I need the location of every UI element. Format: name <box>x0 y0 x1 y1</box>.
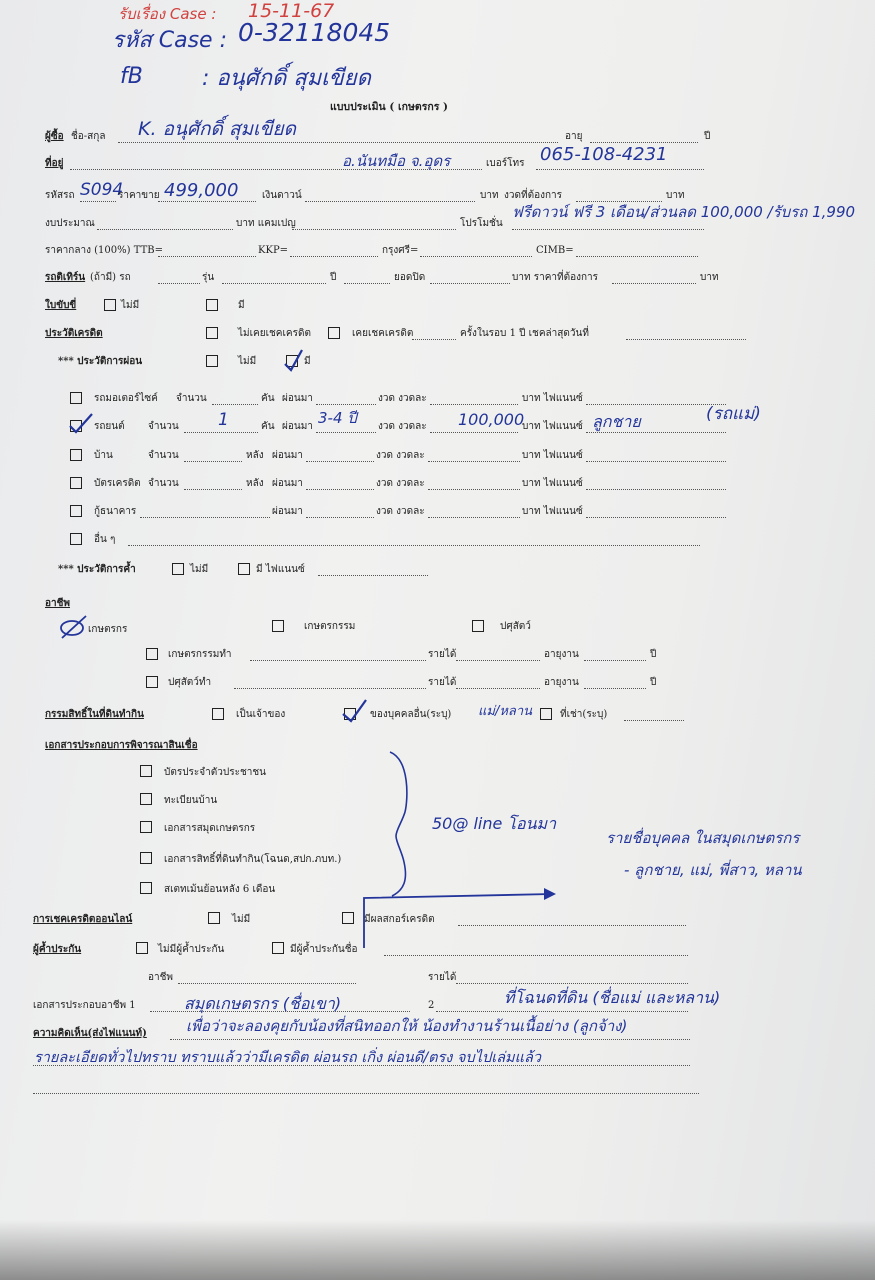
occ-livestock: ปศุสัตว์ <box>500 621 531 632</box>
moto-per-label: งวด งวดละ <box>378 393 427 404</box>
other-name: อื่น ๆ <box>94 534 116 545</box>
moto-unit: คัน <box>261 393 275 404</box>
opinion-line-1: เพื่อว่าจะลองคุยกับน้องที่สนิทออกให้ น้องทำงานร้านเนื้อย่าง (ลูกจ้าง) <box>186 1017 628 1035</box>
agri-year: ปี <box>650 649 657 660</box>
creditcard-unit: หลัง <box>246 478 264 489</box>
installment-history-label: *** ประวัติการผ่อน <box>58 356 143 367</box>
tradein-year: ปี <box>330 272 337 283</box>
name-label: ผู้ซื้อ <box>45 131 64 142</box>
land-owner: เป็นเจ้าของ <box>236 709 286 720</box>
bankloan-per-label: งวด งวดละ <box>376 506 425 517</box>
trade-yes: มี ไฟแนนซ์ <box>256 564 305 575</box>
agri-income: รายได้ <box>428 649 457 660</box>
phone-value: 065-108-4231 <box>540 144 668 165</box>
bankloan-name: กู้ธนาคาร <box>94 506 137 517</box>
tradein-sub: (ถ้ามี) รถ <box>90 272 131 283</box>
occ-farmer: เกษตรกร <box>88 624 128 635</box>
name-sub: ชื่อ-สกุล <box>71 131 106 142</box>
address-value: อ.นันทมือ จ.อุดร <box>342 152 451 170</box>
dococc-label-2: 2 <box>428 1000 435 1011</box>
promo-value: ฟรีดาวน์ ฟรี 3 เดือน/ส่วนลด 100,000 /รับรถ 1,990 <box>512 203 856 221</box>
doc-land: เอกสารสิทธิ์ที่ดินทำกิน(โฉนด,สปก.ภบท.) <box>164 854 342 865</box>
moto-count-label: จำนวน <box>176 393 207 404</box>
middle-price-label: ราคากลาง (100%) TTB= <box>45 245 163 256</box>
docs-note: 50@ line โอนมา <box>432 814 557 833</box>
guarantor-occupation: อาชีพ <box>148 972 173 983</box>
doc-statement: สเตทเม้นย้อนหลัง 6 เดือน <box>164 884 276 895</box>
trade-history-label: *** ประวัติการค้ำ <box>58 564 136 575</box>
livestock-do: ปศุสัตว์ทำ <box>168 677 212 688</box>
doc-farmerbook: เอกสารสมุดเกษตรกร <box>164 823 256 834</box>
car-count-label: จำนวน <box>148 421 179 432</box>
agri-do: เกษตรกรรมทำ <box>168 649 232 660</box>
moto-paid-label: ผ่อนมา <box>282 393 313 404</box>
car-unit: คัน <box>261 421 275 432</box>
creditcard-name: บัตรเครดิต <box>94 478 141 489</box>
promo-label: โปรโมชั่น <box>460 218 503 229</box>
car-per-label: งวด งวดละ <box>378 421 427 432</box>
tradein-label: รถติเทิร์น <box>45 272 86 283</box>
opinion-line-2: รายละเอียดทั่วไปทราบ ทราบแล้วว่ามีเครดิต ผ่อนรถ เกิ่ง ผ่อนดี/ตรง จบไปเล่มแล้ว <box>34 1050 541 1066</box>
car-paid-label: ผ่อนมา <box>282 421 313 432</box>
guarantor-income: รายได้ <box>428 972 457 983</box>
creditcard-count-label: จำนวน <box>148 478 179 489</box>
age-unit: ปี <box>704 131 711 142</box>
agri-age: อายุงาน <box>544 649 579 660</box>
car-paid-value: 3-4 ปี <box>318 409 357 427</box>
installment-label: งวดที่ต้องการ <box>504 190 563 201</box>
opinion-label: ความคิดเห็น(ส่งไฟแนนท์) <box>33 1028 147 1039</box>
case-date-label: รับเรื่อง Case : <box>118 5 217 23</box>
house-finance-label: บาท ไฟแนนซ์ <box>522 450 583 461</box>
car-note: (รถแม่) <box>706 404 761 424</box>
house-paid-label: ผ่อนมา <box>272 450 303 461</box>
car-per-value: 100,000 <box>458 410 525 429</box>
case-code: 0-32118045 <box>238 18 391 47</box>
online-check-label: การเชคเครดิตออนไลน์ <box>33 914 133 925</box>
model-label: รหัสรถ <box>45 190 75 201</box>
model-value: S094 <box>80 180 124 200</box>
tradein-want: บาท ราคาที่ต้องการ <box>512 272 599 283</box>
license-yes: มี <box>238 300 245 311</box>
baht-2: บาท <box>666 190 685 201</box>
creditcard-finance-label: บาท ไฟแนนซ์ <box>522 478 583 489</box>
land-rent: ที่เช่า(ระบุ) <box>560 709 608 720</box>
doc-house: ทะเบียนบ้าน <box>164 795 218 806</box>
land-other: ของบุคคลอื่น(ระบุ) <box>370 709 452 720</box>
car-name: รถยนต์ <box>94 421 125 432</box>
credit-label: ประวัติเครดิต <box>45 328 103 339</box>
dococc-value-2: ที่โฉนดที่ดิน (ชื่อแม่ และหลาน) <box>504 988 721 1007</box>
age-label: อายุ <box>565 131 583 142</box>
credit-never: ไม่เคยเชคเครดิต <box>238 328 311 339</box>
docs-side-note-1: รายชื่อบุคคล ในสมุดเกษตรกร <box>606 829 800 847</box>
guarantor-label: ผู้ค้ำประกัน <box>33 944 82 955</box>
phone-label: เบอร์โทร <box>486 158 525 169</box>
guarantor-no: ไม่มีผู้ค้ำประกัน <box>158 944 225 955</box>
credit-checked: เคยเชคเครดิต <box>352 328 414 339</box>
tradein-baht: บาท <box>700 272 719 283</box>
moto-name: รถมอเตอร์ไซค์ <box>94 393 158 404</box>
kkp-label: KKP= <box>258 245 289 256</box>
house-unit: หลัง <box>246 450 264 461</box>
livestock-year: ปี <box>650 677 657 688</box>
moto-finance-label: บาท ไฟแนนซ์ <box>522 393 583 404</box>
docs-label: เอกสารประกอบการพิจารณาสินเชื่อ <box>45 740 198 751</box>
guarantor-yes: มีผู้ค้ำประกันชื่อ <box>290 944 358 955</box>
name-value: K. อนุศักดิ์ สุมเขียด <box>138 118 296 140</box>
doc-idcard: บัตรประจำตัวประชาชน <box>164 767 267 778</box>
occ-agri: เกษตรกรรม <box>304 621 356 632</box>
docs-side-note-2: - ลูกชาย, แม่, พี่สาว, หลาน <box>624 861 802 879</box>
krungsri-label: กรุงศรี= <box>382 245 419 256</box>
livestock-income: รายได้ <box>428 677 457 688</box>
land-other-value: แม่/หลาน <box>478 704 533 719</box>
installment-no: ไม่มี <box>238 356 257 367</box>
house-count-label: จำนวน <box>148 450 179 461</box>
cimb-label: CIMB= <box>536 245 574 256</box>
dococc-value-1: สมุดเกษตรกร (ชื่อเขา) <box>184 994 342 1013</box>
fb-label: fB <box>120 64 143 89</box>
livestock-age: อายุงาน <box>544 677 579 688</box>
trade-no: ไม่มี <box>190 564 209 575</box>
house-per-label: งวด งวดละ <box>376 450 425 461</box>
installment-yes: มี <box>304 356 311 367</box>
car-finance-value: ลูกชาย <box>592 412 641 431</box>
credit-times: ครั้งในรอบ 1 ปี เชคล่าสุดวันที่ <box>460 328 589 339</box>
price-value: 499,000 <box>164 180 239 201</box>
online-no: ไม่มี <box>232 914 251 925</box>
address-label: ที่อยู่ <box>45 158 64 169</box>
online-yes: มีผลสกอร์เครดิต <box>364 914 435 925</box>
house-name: บ้าน <box>94 450 113 461</box>
occupation-label: อาชีพ <box>45 598 70 609</box>
car-finance-label: บาท ไฟแนนซ์ <box>522 421 583 432</box>
down-label: เงินดาวน์ <box>262 190 302 201</box>
price-label: ราคาขาย <box>118 190 160 201</box>
land-label: กรรมสิทธิ์ในที่ดินทำกิน <box>45 709 144 720</box>
fb-value: : อนุศักดิ์ สุมเขียด <box>202 66 371 91</box>
tradein-model: รุ่น <box>202 272 215 283</box>
case-code-label: รหัส Case : <box>112 28 227 53</box>
dococc-label: เอกสารประกอบอาชีพ 1 <box>33 1000 136 1011</box>
bankloan-paid-label: ผ่อนมา <box>272 506 303 517</box>
tradein-close: ยอดปิด <box>394 272 426 283</box>
license-label: ใบขับขี่ <box>45 300 77 311</box>
case-date: 15-11-67 <box>248 0 335 22</box>
license-no: ไม่มี <box>121 300 140 311</box>
creditcard-per-label: งวด งวดละ <box>376 478 425 489</box>
form-title: แบบประเมิน ( เกษตรกร ) <box>330 101 448 113</box>
car-count-value: 1 <box>218 410 229 430</box>
bankloan-finance-label: บาท ไฟแนนซ์ <box>522 506 583 517</box>
budget-label: งบประมาณ <box>45 218 95 229</box>
baht-1: บาท <box>480 190 499 201</box>
campaign-label: บาท แคมเปญ <box>236 218 296 229</box>
creditcard-paid-label: ผ่อนมา <box>272 478 303 489</box>
